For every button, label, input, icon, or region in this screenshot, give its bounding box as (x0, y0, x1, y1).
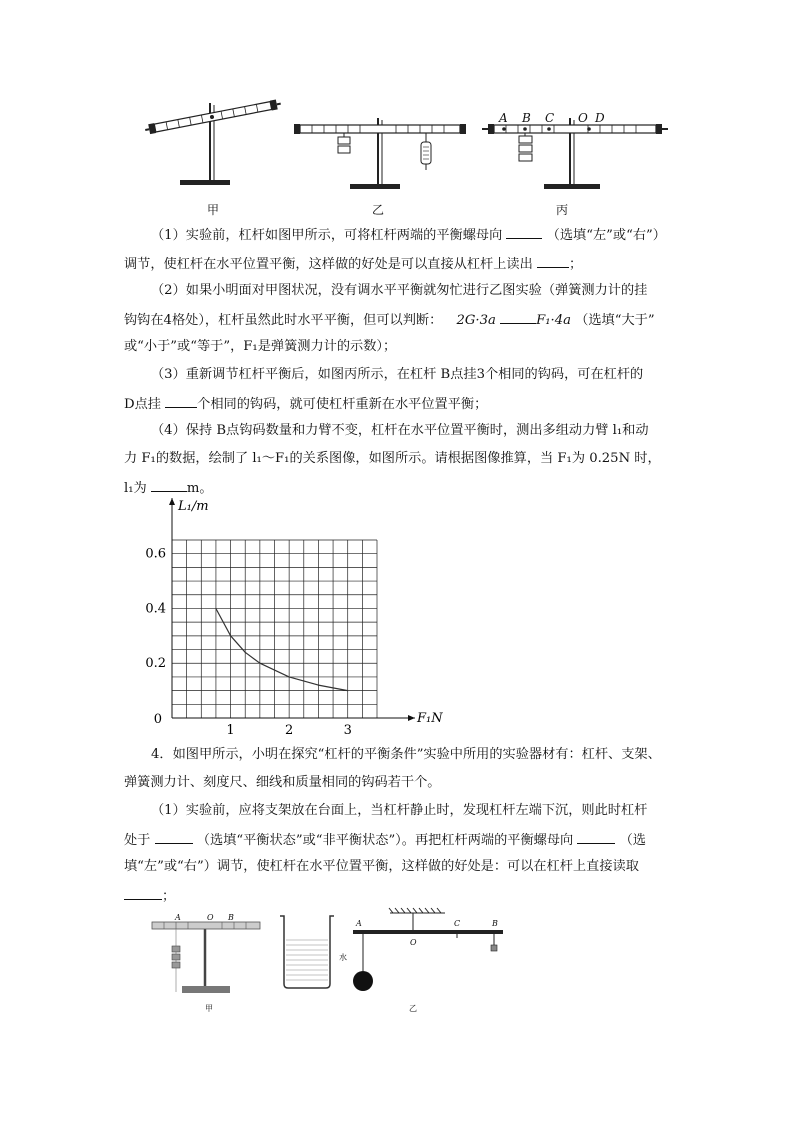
x-axis-label: F₁N (417, 711, 443, 726)
answer-blank[interactable] (155, 830, 193, 844)
y-tick-label: 0.2 (145, 656, 166, 672)
bottom-right-point-C: C (454, 919, 461, 928)
data-point (259, 663, 260, 664)
data-point (347, 690, 348, 691)
q3-p1-line2: 调节，使杠杆在水平位置平衡，这样做的好处是可以直接从杠杆上读出 ； (124, 254, 582, 274)
bottom-right-point-O: O (410, 938, 417, 947)
bottom-point-O: O (207, 913, 214, 922)
lever-figure-jia (140, 95, 290, 195)
answer-blank[interactable] (165, 394, 197, 408)
q3-p3-line1: （3）重新调节杠杆平衡后，如图丙所示，在杠杆 B点挂3个相同的钩码，可在杠杆的 (151, 367, 644, 382)
figure-caption-bing: 丙 (556, 203, 569, 217)
lever-figure-bottom-jia (150, 912, 265, 997)
bottom-right-point-B: B (492, 919, 498, 928)
y-tick-label: 0.6 (145, 546, 166, 562)
point-label-D: D (595, 111, 605, 125)
lever-figure-bottom-yi (345, 905, 510, 1000)
q3-p1-line1: （1）实验前，杠杆如图甲所示，可将杠杆两端的平衡螺母向 （选填“左”或“右”） (151, 225, 666, 245)
data-point (289, 676, 290, 677)
point-label-C: C (545, 111, 555, 125)
lever-figure-bing (482, 112, 672, 197)
data-point (215, 608, 216, 609)
q3-p2-line2: 钩钩在4格处），杠杆虽然此时水平平衡，但可以判断： 2G·3a F₁·4a （选填“大于” (124, 310, 655, 330)
point-label-B: B (522, 111, 531, 125)
lever-figure-yi (290, 112, 470, 197)
q4-p1-line2: 处于 （选填“平衡状态”或“非平衡状态”）。再把杠杆两端的平衡螺母向 （选 (124, 830, 646, 850)
y-axis-label: L₁/m (178, 499, 209, 514)
answer-blank[interactable] (577, 830, 615, 844)
x-tick-label: 1 (226, 723, 235, 738)
q4-p1-line1: （1）实验前，应将支架放在台面上，当杠杆静止时，发现杠杆左端下沉，则此时杠杆 (151, 803, 648, 818)
data-point (230, 635, 231, 636)
q4-p1-line3: 填“左”或“右”）调节，使杠杆在水平位置平衡，这样做的好处是：可以在杠杆上直接读取 (124, 859, 639, 874)
origin-label: 0 (153, 712, 162, 727)
q3-p2-line1: （2）如果小明面对甲图状况，没有调水平平衡就匆忙进行乙图实验（弹簧测力计的挂 (151, 283, 648, 298)
water-label: 水 (339, 953, 347, 962)
y-axis-arrow (169, 498, 175, 505)
point-label-O: O (578, 111, 588, 125)
data-point (318, 685, 319, 686)
bottom-right-point-A: A (356, 919, 362, 928)
q4-p1-line4: ； (124, 886, 175, 906)
beaker-icon (276, 912, 338, 992)
figure-caption-yi: 乙 (372, 203, 385, 217)
bottom-point-B: B (228, 913, 234, 922)
bottom-point-A: A (175, 913, 181, 922)
answer-blank[interactable] (500, 310, 536, 324)
bottom-caption-yi: 乙 (409, 1004, 417, 1013)
point-label-A: A (499, 111, 508, 125)
q3-p4-line3: l₁为 m。 (124, 478, 213, 498)
bottom-caption-jia: 甲 (205, 1004, 213, 1013)
q3-p3-line2: D点挂 个相同的钩码，就可使杠杆重新在水平位置平衡； (124, 394, 487, 414)
q4-intro-line2: 弹簧测力计、刻度尺、细线和质量相同的钩码若干个。 (124, 775, 441, 790)
l1-f1-chart (130, 490, 450, 740)
answer-blank[interactable] (506, 225, 542, 239)
q3-p2-line3: 或“小于”或“等于”，F₁是弹簧测力计的示数）； (124, 339, 397, 354)
x-axis-arrow (408, 715, 415, 721)
x-tick-label: 3 (343, 723, 352, 738)
answer-blank[interactable] (124, 886, 162, 900)
y-tick-label: 0.4 (145, 601, 166, 617)
q4-intro-line1: 4．如图甲所示，小明在探究“杠杆的平衡条件”实验中所用的实验器材有：杠杆、支架、 (151, 747, 661, 762)
x-tick-label: 2 (285, 723, 294, 738)
answer-blank[interactable] (537, 254, 569, 268)
q3-p4-line2: 力 F₁的数据，绘制了 l₁～F₁的关系图像，如图所示。请根据图像推算，当 F₁为 0.25N 时， (124, 451, 661, 466)
data-point (245, 652, 246, 653)
expression-right: F₁·4a (536, 313, 571, 328)
q3-p4-line1: （4）保持 B点钩码数量和力臂不变，杠杆在水平位置平衡时，测出多组动力臂 l₁和动 (151, 423, 649, 438)
figure-caption-jia: 甲 (207, 203, 220, 217)
expression-left: 2G·3a (456, 313, 496, 328)
